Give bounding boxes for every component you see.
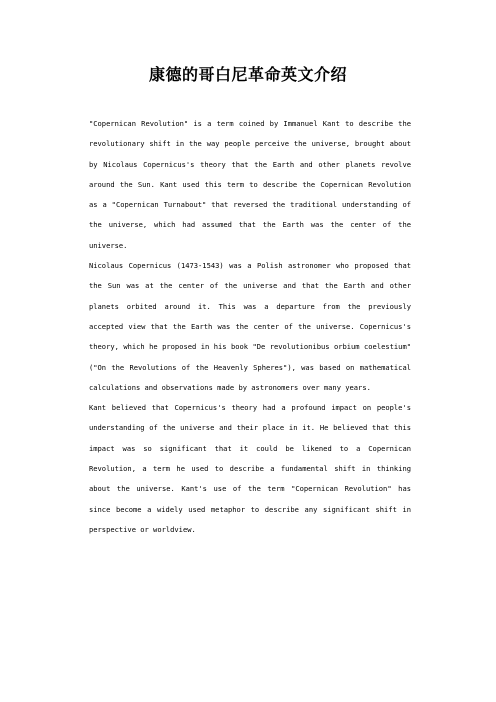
document-title: 康德的哥白尼革命英文介绍 — [148, 65, 347, 84]
paragraph-3: Kant believed that Copernicus's theory had a profound impact on people's understanding of the universe and their place in it. He believed that this impact was so significant that it could be likened to a Copernican Revolution, a term he used to describe a fundamental shift in thinking about the universe. Kant's use of the term "Copernican Revolution" has since become a widely used metaphor to describe any significant shift in perspective or worldview. — [89, 403, 411, 534]
paragraph-2: Nicolaus Copernicus (1473-1543) was a Polish astronomer who proposed that the Sun was at the center of the universe and that the Earth and other planets orbited around it. This was a departure from the previously accepted view that the Earth was the center of the universe. Copernicus's theory, which he proposed in his book "De revolutionibus orbium coelestium" ("On the Revolutions of the Heavenly Spheres"), was based on mathematical calculations and observations made by astronomers over many years. — [89, 261, 411, 392]
paragraph-1: "Copernican Revolution" is a term coined by Immanuel Kant to describe the revolutionary shift in the way people perceive the universe, brought about by Nicolaus Copernicus's theory that the Earth and other planets revolve around the Sun. Kant used this term to describe the Copernican Revolution as a "Copernican Turnabout" that reversed the traditional understanding of the universe, which had assumed that the Earth was the center of the universe. — [89, 119, 411, 250]
document-body — [89, 114, 411, 540]
